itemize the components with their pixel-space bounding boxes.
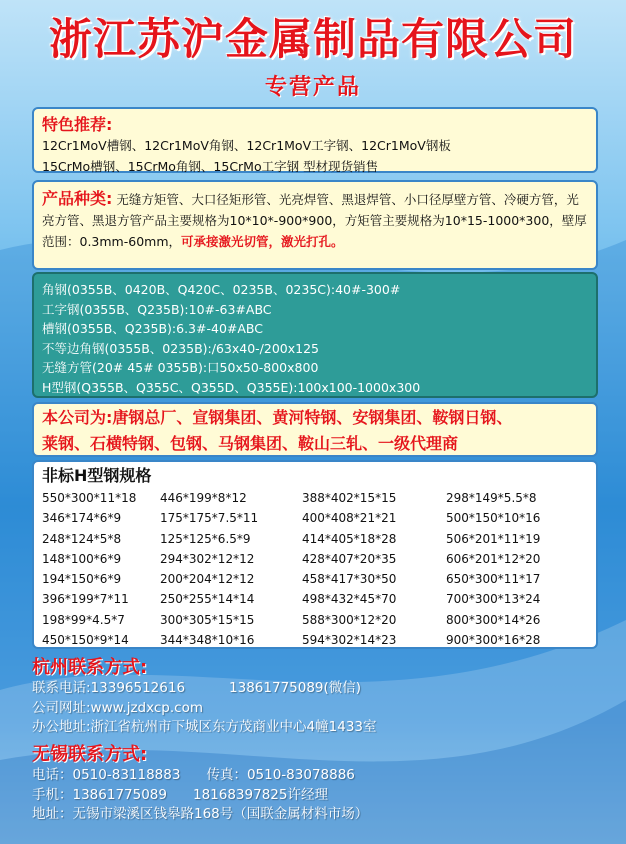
hbeam-title: 非标H型钢规格 bbox=[42, 466, 152, 485]
hangzhou-title: 杭州联系方式: bbox=[32, 657, 148, 678]
hbeam-cell: 594*302*14*23 bbox=[302, 633, 397, 648]
hbeam-cell: 498*432*45*70 bbox=[302, 592, 397, 607]
hangzhou-website[interactable]: 公司网址:www.jzdxcp.com bbox=[32, 699, 203, 716]
wuxi-mobile[interactable]: 手机：13861775089 bbox=[32, 786, 167, 803]
hbeam-cell: 446*199*8*12 bbox=[160, 491, 247, 505]
hbeam-cell: 900*300*16*28 bbox=[446, 633, 541, 648]
hbeam-cell: 396*199*7*11 bbox=[42, 592, 129, 607]
hbeam-cell: 550*300*11*18 bbox=[42, 491, 137, 505]
hbeam-cell: 450*150*9*14 bbox=[42, 633, 129, 648]
specs-box bbox=[32, 272, 598, 398]
products-box bbox=[32, 180, 598, 270]
hbeam-cell: 650*300*11*17 bbox=[446, 572, 541, 587]
wuxi-address: 地址：无锡市梁溪区钱皋路168号（国联金属材料市场） bbox=[32, 806, 369, 822]
featured-box bbox=[32, 107, 598, 173]
hbeam-cell: 428*407*20*35 bbox=[302, 551, 397, 566]
hbeam-cell: 346*174*6*9 bbox=[42, 511, 122, 526]
wuxi-tel[interactable]: 电话：0510-83118883 bbox=[32, 767, 181, 783]
wuxi-fax: 传真：0510-83078886 bbox=[206, 767, 355, 783]
hbeam-cell: 606*201*12*20 bbox=[446, 551, 541, 566]
hbeam-cell: 588*300*12*20 bbox=[302, 612, 397, 627]
wuxi-title: 无锡联系方式: bbox=[32, 744, 148, 765]
hbeam-cell: 506*201*11*19 bbox=[446, 531, 541, 546]
company-title: 浙江苏沪金属制品有限公司 bbox=[49, 15, 577, 65]
hbeam-cell: 458*417*30*50 bbox=[302, 572, 397, 587]
spec-line: 无缝方管(20# 45# 0355B):口50x50-800x800 bbox=[42, 360, 319, 375]
hbeam-cell: 294*302*12*12 bbox=[160, 551, 255, 566]
featured-line-2: 15CrMo槽钢、15CrMo角钢、15CrMo工字钢 型材现货销售 bbox=[42, 159, 379, 174]
wuxi-tel-row bbox=[32, 766, 612, 786]
agents-line-1: 本公司为:唐钢总厂、宣钢集团、黄河特钢、安钢集团、鞍钢日钢、 bbox=[42, 408, 513, 427]
hbeam-box bbox=[32, 460, 598, 649]
products-heading: 产品种类: bbox=[42, 189, 113, 208]
spec-line: 槽钢(0355B、Q235B):6.3#-40#ABC bbox=[42, 321, 264, 336]
spec-line: 不等边角钢(0355B、0235B):/63x40-/200x125 bbox=[42, 340, 319, 356]
hbeam-cell: 414*405*18*28 bbox=[302, 531, 397, 546]
hbeam-cell: 500*150*10*16 bbox=[446, 511, 541, 526]
hbeam-cell: 248*124*5*8 bbox=[42, 531, 122, 546]
hbeam-cell: 200*204*12*12 bbox=[160, 572, 255, 587]
products-text: 无缝方矩管、大口径矩形管、光亮焊管、黑退焊管、小口径厚壁方管、冷硬方管，光亮方管、黑退方管产品主要规格为10*10*-900*900，方矩管主要规格为10*15-1000*300，壁厚范围：0.3mm-60mm， bbox=[42, 192, 587, 249]
hbeam-cell: 125*125*6.5*9 bbox=[160, 531, 251, 546]
wuxi-mobile-row bbox=[32, 786, 612, 806]
spec-line: 工字钢(0355B、Q235B):10#-63#ABC bbox=[42, 301, 272, 317]
hangzhou-phone-row bbox=[32, 679, 612, 699]
products-paragraph bbox=[42, 188, 588, 252]
hangzhou-address: 办公地址:浙江省杭州市下城区东方茂商业中心4幢1433室 bbox=[32, 719, 377, 735]
hbeam-cell: 800*300*14*26 bbox=[446, 612, 541, 627]
hangzhou-phone[interactable]: 联系电话:13396512616 bbox=[32, 680, 186, 696]
hbeam-table bbox=[42, 488, 588, 650]
featured-line-1: 12Cr1MoV槽钢、12Cr1MoV角钢、12Cr1MoV工字钢、12Cr1MoV钢板 bbox=[42, 138, 451, 153]
wuxi-contact bbox=[32, 740, 612, 825]
hangzhou-contact bbox=[32, 653, 612, 738]
section-subtitle: 专营产品 bbox=[264, 75, 361, 100]
hbeam-cell: 700*300*13*24 bbox=[446, 592, 541, 607]
hbeam-cell: 250*255*14*14 bbox=[160, 592, 255, 607]
hbeam-cell: 148*100*6*9 bbox=[42, 551, 122, 566]
spec-line: 角钢(0355B、0420B、Q420C、0235B、0235C):40#-300# bbox=[42, 282, 401, 297]
spec-line: H型钢(Q355B、Q355C、Q355D、Q355E):100x100-1000x300 bbox=[42, 379, 421, 395]
hbeam-cell: 198*99*4.5*7 bbox=[42, 612, 125, 627]
hangzhou-phone-wechat[interactable]: 13861775089(微信) bbox=[229, 680, 362, 696]
hbeam-cell: 298*149*5.5*8 bbox=[446, 491, 537, 505]
hbeam-cell: 344*348*10*16 bbox=[160, 633, 255, 648]
agents-line-2: 莱钢、石横特钢、包钢、马钢集团、鞍山三轧、一级代理商 bbox=[42, 434, 459, 453]
hbeam-cell: 175*175*7.5*11 bbox=[160, 511, 259, 526]
hbeam-cell: 400*408*21*21 bbox=[302, 511, 397, 526]
hbeam-cell: 300*305*15*15 bbox=[160, 612, 255, 627]
products-highlight: 可承接激光切管，激光打孔。 bbox=[181, 234, 344, 249]
wuxi-mobile-manager[interactable]: 18168397825许经理 bbox=[192, 786, 328, 803]
hbeam-cell: 194*150*6*9 bbox=[42, 572, 122, 587]
featured-heading: 特色推荐: bbox=[42, 115, 113, 134]
hbeam-cell: 388*402*15*15 bbox=[302, 491, 397, 505]
agents-box bbox=[32, 402, 598, 457]
